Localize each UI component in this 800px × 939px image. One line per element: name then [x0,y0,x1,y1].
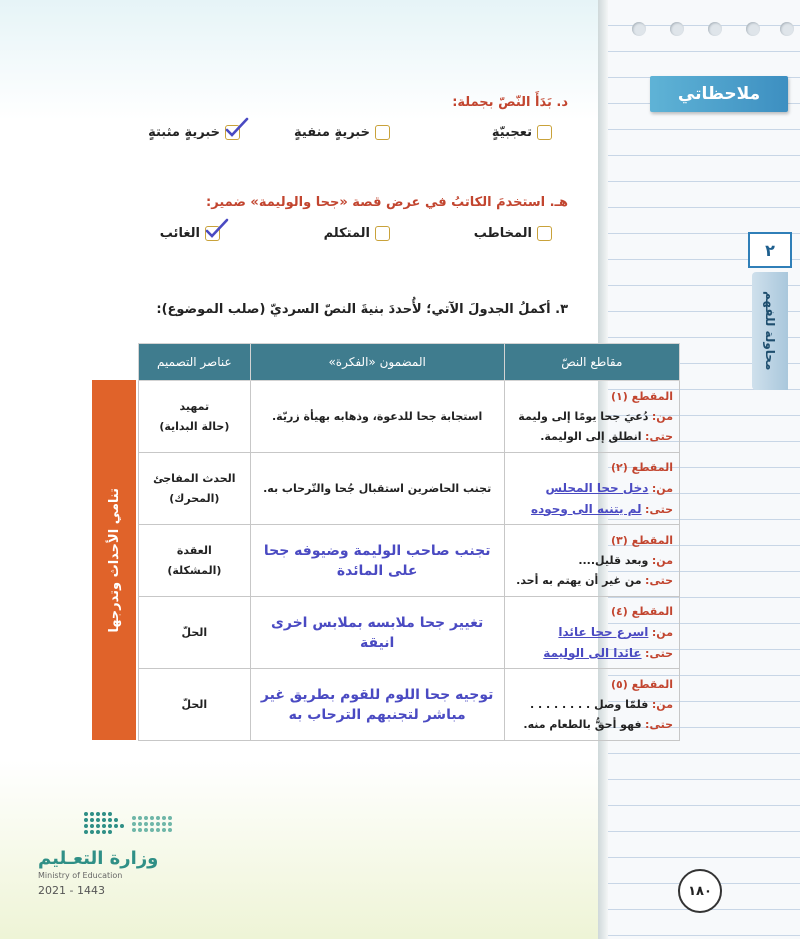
element-text: تمهيد [179,399,210,413]
segment-title: المقطع (٣) [610,533,673,547]
from-text: وبعد قليل.... [578,553,649,567]
element-text: الحلّ [181,625,208,639]
binder-hole-icon [708,22,722,36]
checkbox[interactable] [375,226,390,241]
table-row [139,453,680,525]
to-label: حتى: [645,573,673,587]
table-header-row [139,344,680,381]
from-label: من: [651,697,673,711]
segment-cell [504,453,679,525]
from-text-handwritten[interactable]: دخل جحا المجلس [545,480,649,495]
to-text-handwritten[interactable]: عائدا الى الوليمة [543,645,642,660]
from-label: من: [651,625,673,639]
to-text: انطلق إلى الوليمة. [540,429,642,443]
binder-hole-icon [670,22,684,36]
side-bar-label: تنامي الأحداث وتدرجها [106,487,122,633]
binder-hole-icon [780,22,794,36]
idea-text-handwritten[interactable]: تجنب صاحب الوليمة وضيوفه جحا على المائدة [263,542,491,579]
question-d-prompt: بَدَأَ النّصّ بجملة: [452,95,552,110]
checkbox[interactable] [375,125,390,140]
from-label: من: [651,409,673,423]
handwritten-check-icon [225,117,249,139]
segment-title: المقطع (٢) [610,460,673,474]
to-label: حتى: [645,429,673,443]
ministry-year: 2021 - 1443 [38,884,105,897]
table-row [139,525,680,597]
option-label: تعجبيّةٍ [491,125,532,140]
segment-cell [504,525,679,597]
question-h-label: هـ. [549,195,568,210]
segment-title: المقطع (٥) [610,677,673,691]
option-label: الغائب [159,226,200,241]
element-cell [139,525,251,597]
idea-text-handwritten[interactable]: تغيير جحا ملابسه بملابس اخرى انيقة [271,614,484,651]
unit-tab [752,272,788,390]
option-h-3[interactable] [160,226,220,241]
handwritten-check-icon [205,218,229,240]
question-h [206,195,568,210]
question-h-prompt: استخدمَ الكاتبُ في عرض قصة «جحا والوليمة» ضمير: [206,195,546,210]
option-label: المخاطب [473,226,532,241]
from-text: فلمّا وصل . . . . . . . . [530,697,649,711]
idea-cell[interactable] [250,525,504,597]
unit-tab-label: محاولة للفهم [763,291,777,371]
element-cell [139,381,251,453]
option-label: خبريةٍ مثبتةٍ [148,125,220,140]
segment-cell [504,381,679,453]
element-subtext: (المشكلة) [167,563,222,577]
checkbox[interactable] [537,125,552,140]
from-label: من: [651,553,673,567]
ministry-logo-icon [38,808,188,844]
element-subtext: (حالة البداية) [159,419,230,433]
from-text-handwritten[interactable]: اسرع جحا عائدا [558,624,649,639]
question-d [452,95,568,110]
header-elements: عناصر التصميم [139,344,251,381]
notes-title: ملاحظاتي [650,76,788,112]
idea-text: تجنب الحاضرين استقبال جُحا والتّرحاب به. [263,482,492,495]
idea-cell [250,453,504,525]
header-segments: مقاطع النصّ [504,344,679,381]
idea-cell[interactable] [250,669,504,741]
to-text: من غير أن يهتم به أحد. [516,573,642,587]
idea-text-handwritten[interactable]: توجيه جحا اللوم للقوم بطريق غير مباشر لتجنبهم الترحاب به [260,686,494,723]
binder-hole-icon [746,22,760,36]
ministry-name-ar: وزارة التعـليم [38,848,159,869]
idea-text: استجابة جحا للدعوة، وذهابه بهيأة زريّة. [272,410,483,423]
to-text: فهو أحقُّ بالطعام منه. [523,717,642,731]
task-3-heading: ٣. أكملُ الجدولَ الآتي؛ لأُحددَ بنيةَ النصّ السرديّ (صلب الموضوع): [156,302,568,317]
element-cell [139,597,251,669]
segment-title: المقطع (٤) [610,604,673,618]
unit-number: ٢ [748,232,792,268]
to-label: حتى: [645,502,673,516]
element-text: الحدث المفاجئ [153,471,236,485]
binder-hole-icon [632,22,646,36]
from-label: من: [651,481,673,495]
element-cell [139,669,251,741]
table-row [139,597,680,669]
option-d-1[interactable] [492,125,552,140]
segment-cell [504,669,679,741]
side-bar [92,380,136,740]
checkbox[interactable] [537,226,552,241]
segment-title: المقطع (١) [610,389,673,403]
question-d-label: د. [556,95,568,110]
element-subtext: (المحرك) [169,491,220,505]
table-row [139,381,680,453]
segment-cell [504,597,679,669]
option-d-2[interactable] [294,125,390,140]
table-row [139,669,680,741]
to-text-handwritten[interactable]: لم يتنبه الى وجوده [530,501,642,516]
checkbox-checked[interactable] [205,226,220,241]
option-label: خبريةٍ منفيةٍ [294,125,370,140]
ministry-name-en: Ministry of Education [38,871,123,880]
checkbox-checked[interactable] [225,125,240,140]
option-d-3[interactable] [148,125,240,140]
element-cell [139,453,251,525]
from-text: دُعيَ جحا يومًا إلى وليمة [518,409,649,423]
option-h-1[interactable] [474,226,552,241]
element-text: الحلّ [181,697,208,711]
header-idea: المضمون «الفكرة» [250,344,504,381]
to-label: حتى: [645,717,673,731]
option-h-2[interactable] [324,226,390,241]
structure-table [138,343,680,741]
element-text: العقدة [176,543,212,557]
idea-cell[interactable] [250,597,504,669]
page-number: ١٨٠ [678,869,722,913]
option-label: المتكلم [323,226,370,241]
to-label: حتى: [645,646,673,660]
idea-cell [250,381,504,453]
